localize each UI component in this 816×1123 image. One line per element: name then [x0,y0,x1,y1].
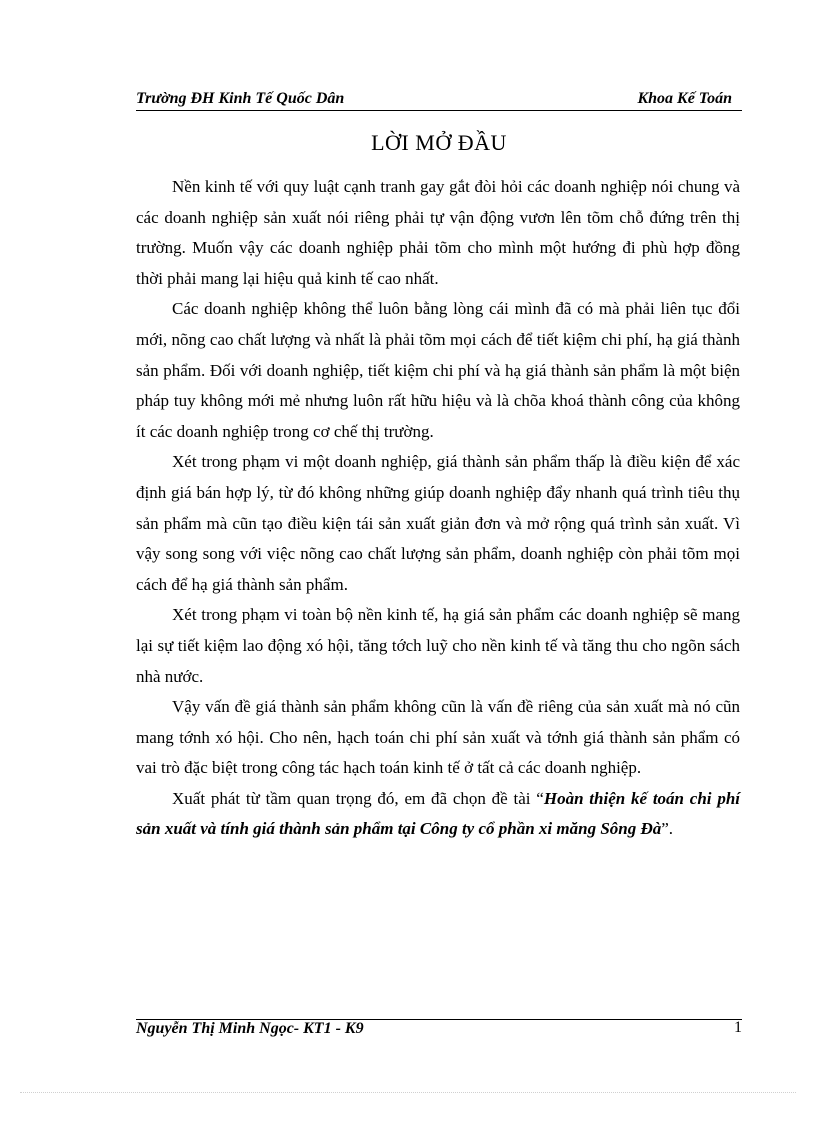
paragraph-6-intro: Xuất phát từ tầm quan trọng đó, em đã chọn đề tài “ [172,788,544,808]
paragraph-2: Các doanh nghiệp không thể luôn bằng lòng cái mình đã có mà phải liên tục đổi mới, nõng cao chất lượng và nhất là phải tõm mọi cách để tiết kiệm chi phí, hạ giá thành sản phẩm. Đối với doanh nghiệp, tiết kiệm chi phí và hạ giá thành sản phẩm là một biện pháp tuy không mới mẻ nhưng luôn rất hữu hiệu và là chõa khoá thành công của không ít các doanh nghiệp trong cơ chế thị trường. [136,299,740,441]
thesis-title: Hoàn thiện kế toán chi phí sản xuất và tính giá thành sản phẩm tại Công ty cổ phần xi măng Sông Đà [136,788,740,839]
page-header [136,88,742,111]
header-school: Trường ĐH Kinh Tế Quốc Dân [136,90,345,107]
document-body [136,172,740,845]
header-faculty: Khoa Kế Toán [637,90,732,107]
paragraph-5: Vậy vấn đề giá thành sản phẩm không cũn là vấn đề riêng của sản xuất mà nó cũn mang tớnh xó hội. Cho nên, hạch toán chi phí sản xuất và tớnh giá thành sản phẩm có vai trò đặc biệt trong công tác hạch toán kinh tế ở tất cả các doanh nghiệp. [136,697,740,778]
page-bottom-dotted-line [20,1092,796,1093]
page-number: 1 [734,1019,742,1036]
paragraph-6-end: ”. [661,819,674,839]
paragraph-3: Xét trong phạm vi một doanh nghiệp, giá thành sản phẩm thấp là điều kiện để xác định giá bán hợp lý, từ đó không những giúp doanh nghiệp đẩy nhanh quá trình tiêu thụ sản phẩm mà cũn tạo điều kiện tái sản xuất giản đơn và mở rộng quá trình sản xuất. Vì vậy song song với việc nõng cao chất lượng sản phẩm, doanh nghiệp còn phải tõm mọi cách để hạ giá thành sản phẩm. [136,452,740,594]
paragraph-4: Xét trong phạm vi toàn bộ nền kinh tế, hạ giá sản phẩm các doanh nghiệp sẽ mang lại sự tiết kiệm lao động xó hội, tăng tớch luỹ cho nền kinh tế và tăng thu cho ngõn sách nhà nước. [136,605,740,686]
paragraph-1: Nền kinh tế với quy luật cạnh tranh gay gắt đòi hỏi các doanh nghiệp nói chung và các doanh nghiệp sản xuất nói riêng phải tự vận động vươn lên tõm chỗ đứng trên thị trường. Muốn vậy các doanh nghiệp phải tõm cho mình một hướng đi phù hợp đồng thời phải mang lại hiệu quả kinh tế cao nhất. [136,177,740,288]
page-title: LỜI MỞ ĐẦU [371,130,507,155]
paragraph-6 [136,784,740,845]
footer-author: Nguyễn Thị Minh Ngọc- KT1 - K9 [136,1020,364,1037]
